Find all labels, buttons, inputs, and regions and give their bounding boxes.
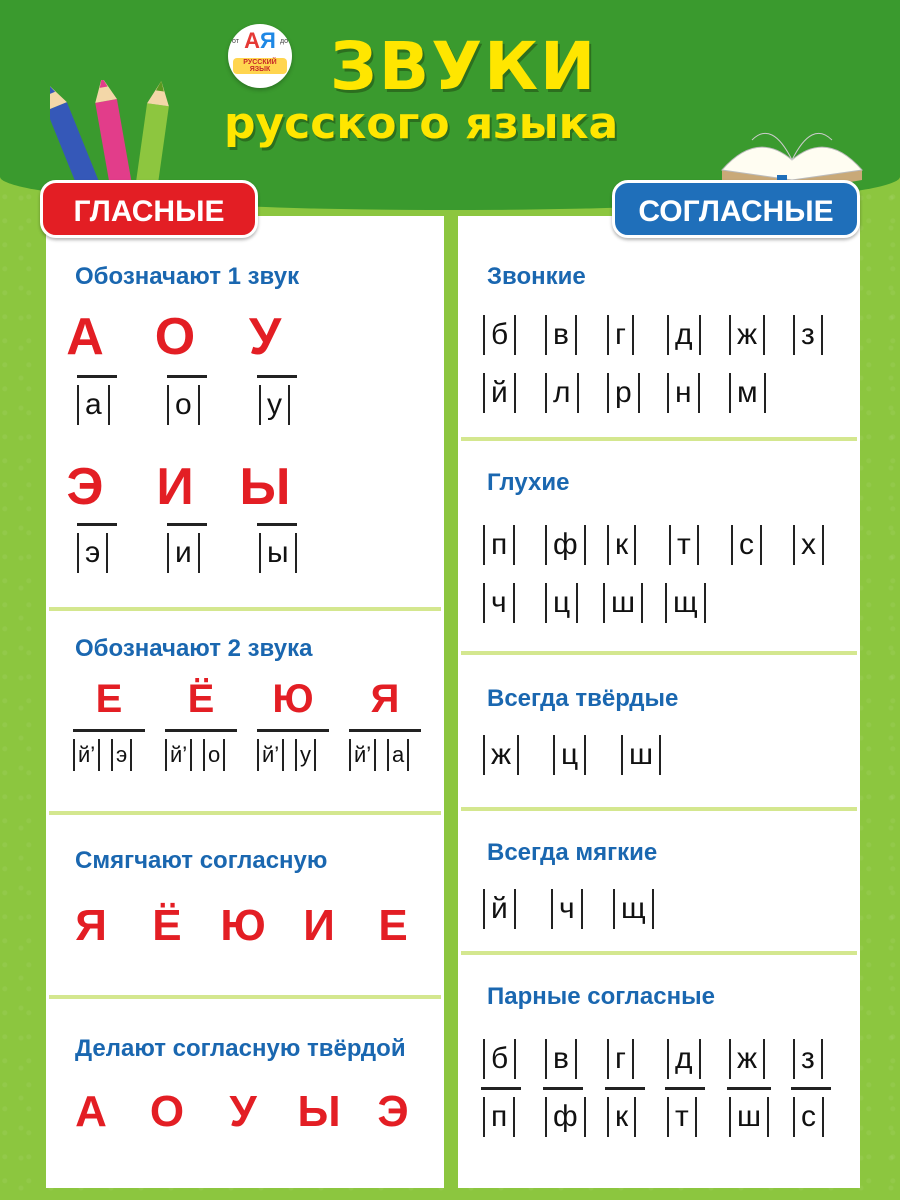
always-hard-section xyxy=(461,655,857,811)
voiced-section xyxy=(461,219,857,441)
sound-transcription: й’ xyxy=(257,739,284,771)
logo-caption: РУССКИЙ ЯЗЫК xyxy=(233,58,287,74)
consonant-sound: з xyxy=(793,1039,823,1079)
sound-transcription: у xyxy=(259,385,290,425)
consonant-sound: л xyxy=(545,373,579,413)
vowel-letter: Ё xyxy=(152,901,182,950)
consonant-sound: с xyxy=(793,1097,824,1137)
consonant-sound: й xyxy=(483,373,516,413)
one-sound-section xyxy=(49,219,441,611)
divider-line xyxy=(257,375,297,378)
vowel-letter: Э xyxy=(66,458,104,516)
vowel-letter: Е xyxy=(95,677,123,721)
consonant-sound: ш xyxy=(603,583,643,623)
consonant-sound: в xyxy=(545,315,577,355)
voiceless-section xyxy=(461,441,857,655)
pencils-icon xyxy=(50,80,180,190)
two-sounds-section xyxy=(49,611,441,815)
voiced-heading: Звонкие xyxy=(487,263,586,290)
consonant-sound: г xyxy=(607,315,634,355)
divider-line xyxy=(77,523,117,526)
consonant-sound: г xyxy=(607,1039,634,1079)
vowel-letter: Ы xyxy=(297,1087,341,1136)
sound-transcription: э xyxy=(111,739,132,771)
consonant-sound: т xyxy=(669,525,699,565)
sound-transcription: о xyxy=(203,739,225,771)
logo-ot: от xyxy=(232,38,239,45)
consonant-sound: м xyxy=(729,373,766,413)
consonant-sound: с xyxy=(731,525,762,565)
divider-line xyxy=(481,1087,521,1090)
paired-heading: Парные согласные xyxy=(487,983,715,1010)
sound-transcription: а xyxy=(77,385,110,425)
logo-ya: Я xyxy=(260,28,276,53)
vowel-letter: Ё xyxy=(187,677,215,721)
consonant-sound: п xyxy=(483,525,515,565)
vowel-letter: О xyxy=(154,308,196,366)
harden-section xyxy=(49,999,441,1185)
sound-transcription: й’ xyxy=(73,739,100,771)
logo xyxy=(228,24,292,88)
vowel-letter: Ю xyxy=(272,677,314,721)
consonant-sound: ч xyxy=(551,889,583,929)
vowel-letter: Ю xyxy=(220,901,266,950)
vowel-letter: О xyxy=(149,1087,185,1136)
sound-transcription: й’ xyxy=(165,739,192,771)
soften-heading: Смягчают согласную xyxy=(75,847,328,874)
sound-transcription: а xyxy=(387,739,409,771)
two-sounds-heading: Обозначают 2 звука xyxy=(75,635,313,662)
harden-heading: Делают согласную твёрдой xyxy=(75,1035,406,1062)
consonant-sound: б xyxy=(483,1039,516,1079)
divider-line xyxy=(165,729,237,732)
consonant-sound: д xyxy=(667,315,701,355)
vowel-letter: Э xyxy=(377,1087,409,1136)
sound-transcription: ы xyxy=(259,533,297,573)
soften-section xyxy=(49,815,441,999)
sound-transcription: и xyxy=(167,533,200,573)
vowels-tag: ГЛАСНЫЕ xyxy=(40,180,258,238)
consonant-sound: п xyxy=(483,1097,515,1137)
voiceless-heading: Глухие xyxy=(487,469,570,496)
vowel-letter: Я xyxy=(75,901,107,950)
consonant-sound: н xyxy=(667,373,700,413)
divider-line xyxy=(77,375,117,378)
consonants-tag: СОГЛАСНЫЕ xyxy=(612,180,860,238)
vowel-letter: У xyxy=(229,1087,257,1136)
consonant-sound: ш xyxy=(621,735,661,775)
divider-line xyxy=(167,375,207,378)
consonant-sound: ч xyxy=(483,583,515,623)
vowel-letter: Ы xyxy=(239,458,291,516)
consonant-sound: ц xyxy=(553,735,586,775)
consonant-sound: ж xyxy=(729,1039,765,1079)
vowel-letter: А xyxy=(75,1087,107,1136)
divider-line xyxy=(167,523,207,526)
consonant-sound: в xyxy=(545,1039,577,1079)
consonant-sound: з xyxy=(793,315,823,355)
consonant-sound: ф xyxy=(545,1097,586,1137)
consonants-panel xyxy=(458,216,860,1188)
vowel-letter: У xyxy=(248,308,282,366)
consonant-sound: т xyxy=(667,1097,697,1137)
divider-line xyxy=(349,729,421,732)
consonant-sound: р xyxy=(607,373,640,413)
divider-line xyxy=(665,1087,705,1090)
logo-do: до xyxy=(280,38,288,45)
consonant-sound: ф xyxy=(545,525,586,565)
page-subtitle: русского языка xyxy=(224,98,619,149)
divider-line xyxy=(257,523,297,526)
divider-line xyxy=(73,729,145,732)
always-soft-section xyxy=(461,811,857,955)
consonant-sound: ш xyxy=(729,1097,769,1137)
divider-line xyxy=(605,1087,645,1090)
vowel-letter: Е xyxy=(378,901,408,950)
vowel-letter: И xyxy=(303,901,335,950)
paired-section xyxy=(461,955,857,1185)
divider-line xyxy=(257,729,329,732)
sound-transcription: у xyxy=(295,739,316,771)
vowel-letter: И xyxy=(156,458,194,516)
consonant-sound: щ xyxy=(613,889,654,929)
vowels-panel xyxy=(46,216,444,1188)
always-hard-heading: Всегда твёрдые xyxy=(487,685,679,712)
always-soft-heading: Всегда мягкие xyxy=(487,839,658,866)
page-title: ЗВУКИ xyxy=(330,28,598,105)
sound-transcription: о xyxy=(167,385,200,425)
vowel-letter: Я xyxy=(370,677,400,721)
consonant-sound: к xyxy=(607,525,636,565)
consonant-sound: к xyxy=(607,1097,636,1137)
vowel-letter: А xyxy=(66,308,104,366)
sound-transcription: й’ xyxy=(349,739,376,771)
divider-line xyxy=(727,1087,771,1090)
consonant-sound: х xyxy=(793,525,824,565)
consonant-sound: д xyxy=(667,1039,701,1079)
consonant-sound: щ xyxy=(665,583,706,623)
consonant-sound: ж xyxy=(729,315,765,355)
consonant-sound: б xyxy=(483,315,516,355)
sound-transcription: э xyxy=(77,533,108,573)
one-sound-heading: Обозначают 1 звук xyxy=(75,263,300,290)
consonant-sound: ж xyxy=(483,735,519,775)
divider-line xyxy=(543,1087,583,1090)
consonant-sound: й xyxy=(483,889,516,929)
divider-line xyxy=(791,1087,831,1090)
logo-a: А xyxy=(244,28,261,53)
consonant-sound: ц xyxy=(545,583,578,623)
